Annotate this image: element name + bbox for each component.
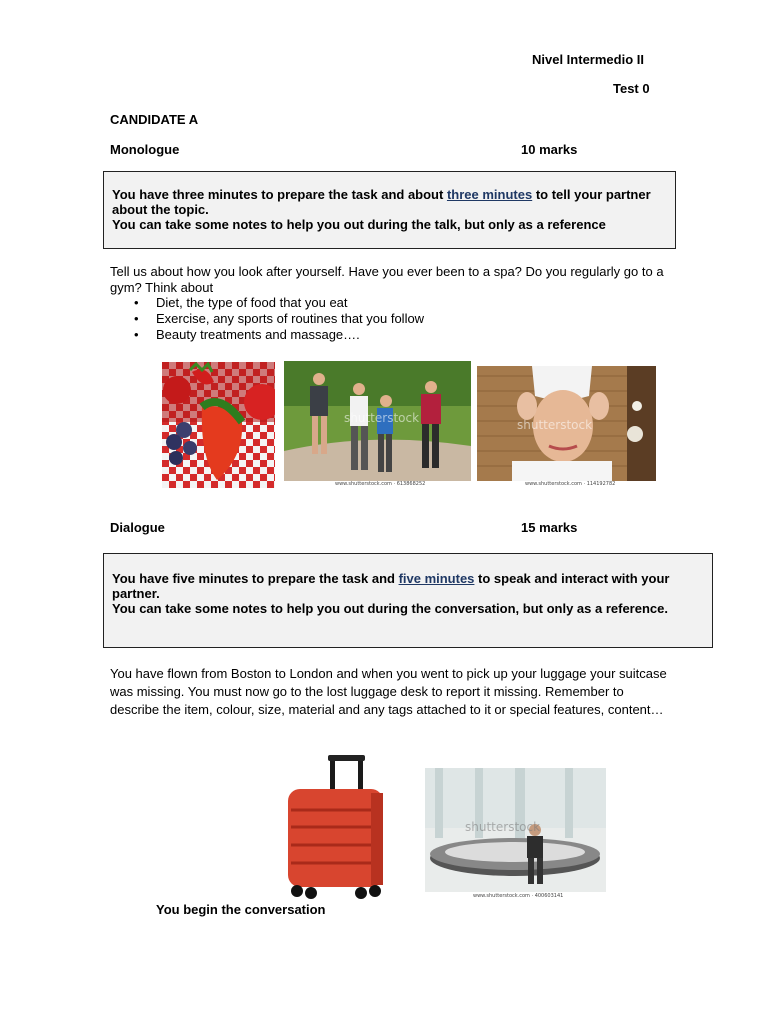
strawberries-image [162, 362, 275, 488]
level-label: Nivel Intermedio II [532, 52, 644, 67]
strawberries-illustration [162, 362, 275, 488]
watermark-running: shutterstock [344, 411, 420, 425]
five-minutes-link[interactable]: five minutes [398, 571, 475, 586]
monologue-instructions-box [103, 171, 676, 249]
watermark-carousel: shutterstock [465, 820, 541, 834]
watermark-spa: shutterstock [517, 418, 593, 432]
spa-facial-image [477, 366, 656, 481]
dialogue-instr-text-b: to speak and interact with your partner. [112, 571, 670, 601]
dialogue-instr-notes: You can take some notes to help you out during the conversation, but only as a reference. [112, 601, 668, 616]
baggage-carousel-image [425, 768, 606, 892]
three-minutes-link[interactable]: three minutes [446, 187, 533, 202]
list-item: • Beauty treatments and massage…. [110, 327, 670, 343]
caption-spa: www.shutterstock.com · 114192782 [525, 481, 616, 487]
list-item: • Exercise, any sports of routines that you follow [110, 311, 670, 327]
candidate-label: CANDIDATE A [110, 112, 199, 127]
monologue-instr-notes: You can take some notes to help you out during the talk, but only as a reference [112, 217, 606, 232]
running-people-image [284, 361, 471, 481]
caption-carousel: www.shutterstock.com · 400603141 [473, 893, 564, 899]
dialogue-instr-text-a: You have five minutes to prepare the task and [112, 571, 399, 586]
monologue-intro: Tell us about how you look after yourself. Have you ever been to a spa? Do you regularly go to a gym? Think about [110, 264, 664, 295]
monologue-bullet-list [110, 295, 670, 343]
caption-running: www.shutterstock.com · 613868252 [335, 481, 426, 487]
monologue-instr-text-a: You have three minutes to prepare the task and about [112, 187, 447, 202]
monologue-instr-text-b: to tell your partner about the topic. [112, 187, 651, 217]
dialogue-instructions-box [103, 553, 713, 648]
list-item: • Diet, the type of food that you eat [110, 295, 670, 311]
dialogue-title: Dialogue [110, 520, 165, 535]
dialogue-marks: 15 marks [521, 520, 578, 535]
dialogue-text: You have flown from Boston to London and when you went to pick up your luggage your suitcase was missing. You must now go to the lost luggage desk to report it missing. Remember to describe the item, colour, size, material and any tags attached to it or special features, content… [110, 666, 667, 717]
monologue-title: Monologue [110, 142, 180, 157]
suitcase-image [253, 755, 413, 901]
suitcase-illustration [253, 755, 413, 901]
monologue-marks: 10 marks [521, 142, 578, 157]
closing-instruction: You begin the conversation [156, 902, 326, 917]
test-label: Test 0 [613, 81, 650, 96]
